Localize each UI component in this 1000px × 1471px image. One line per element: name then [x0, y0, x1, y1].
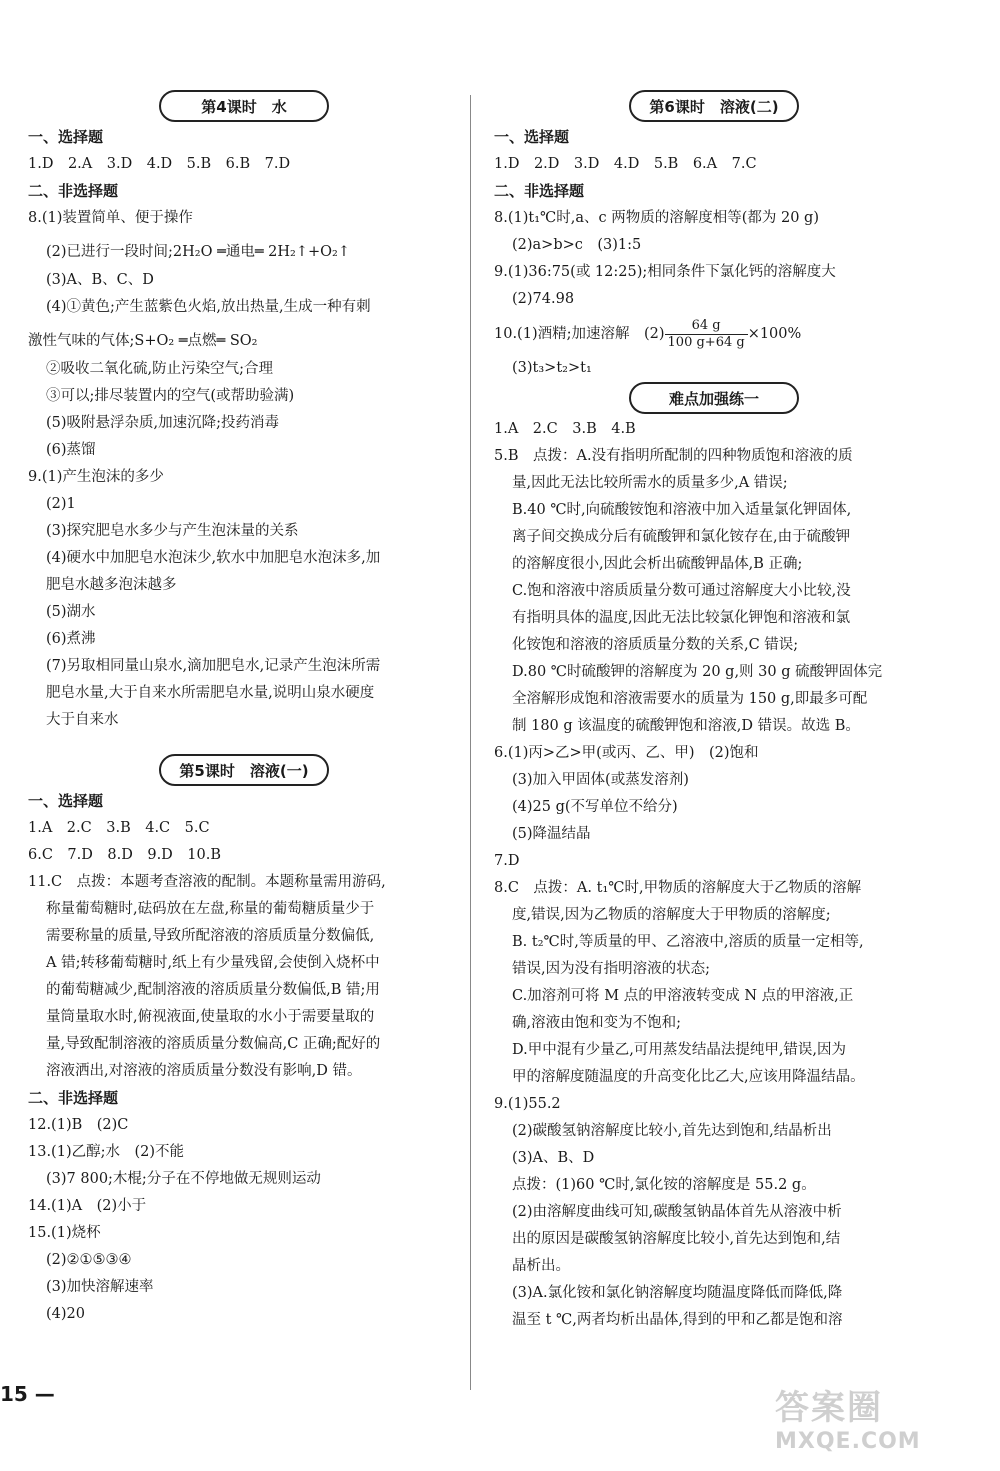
answer-line: 12.(1)B (2)C: [28, 1117, 129, 1133]
answer-line: (6)蒸馏: [46, 442, 96, 458]
answer-line: 肥皂水量,大于自来水所需肥皂水量,说明山泉水硬度: [46, 685, 375, 701]
answer-line: 出的原因是碳酸氢钠溶解度比较小,首先达到饱和,结: [512, 1231, 841, 1247]
lesson-title: 第5课时 溶液(一): [159, 754, 329, 786]
answer-line: (3)A、B、D: [512, 1150, 595, 1166]
lesson-title: 第6课时 溶液(二): [629, 90, 799, 122]
answer-line: ③可以;排尽装置内的空气(或帮助验满): [46, 388, 295, 404]
answer-line: ②吸收二氧化硫,防止污染空气;合理: [46, 361, 273, 377]
answer-line: 量,导致配制溶液的溶质质量分数偏高,C 正确;配好的: [46, 1036, 381, 1052]
answer-line: (5)降温结晶: [512, 826, 591, 842]
answer-line: 确,溶液由饱和变为不饱和;: [512, 1015, 681, 1031]
answer-line: 9.(1)36:75(或 12:25);相同条件下氯化钙的溶解度大: [494, 264, 836, 280]
answer-line: (2)a>b>c (3)1:5: [512, 237, 642, 253]
answer-line: 全溶解形成饱和溶液需要水的质量为 150 g,即最多可配: [512, 691, 868, 707]
fraction-numerator: 64 g: [665, 318, 748, 335]
fraction-denominator: 100 g+64 g: [667, 334, 745, 350]
answer-line: (5)吸附悬浮杂质,加速沉降;投药消毒: [46, 415, 280, 431]
spacer: [28, 734, 460, 754]
answer-line: 肥皂水越多泡沫越多: [46, 577, 177, 593]
answer-line: (2)74.98: [512, 291, 575, 307]
answer-line: (4)25 g(不写单位不给分): [512, 799, 678, 815]
answer-line: 7.D: [494, 853, 520, 869]
answer-line: 错误,因为没有指明溶液的状态;: [512, 961, 710, 977]
answer-line: D.80 ℃时硫酸钾的溶解度为 20 g,则 30 g 硫酸钾固体完: [512, 664, 883, 680]
answer-line: (3)A.氯化铵和氯化钠溶解度均随温度降低而降低,降: [512, 1285, 843, 1301]
section-heading: 二、非选择题: [28, 182, 119, 200]
answer-line: (4)①黄色;产生蓝紫色火焰,放出热量,生成一种有刺: [46, 299, 371, 315]
answer-line: 8.C 点拨：A. t₁℃时,甲物质的溶解度大于乙物质的溶解: [494, 880, 862, 896]
section-heading: 一、选择题: [494, 128, 570, 146]
column-divider: [470, 95, 471, 1390]
answer-line: (4)硬水中加肥皂水泡沫少,软水中加肥皂水泡沫多,加: [46, 550, 381, 566]
section-heading: 二、非选择题: [28, 1089, 119, 1107]
answer-line: 1.A 2.C 3.B 4.B: [494, 421, 636, 437]
answer-line: 量,因此无法比较所需水的质量多少,A 错误;: [512, 475, 788, 491]
answer-line: (2)由溶解度曲线可知,碳酸氢钠晶体首先从溶液中析: [512, 1204, 842, 1220]
answer-line: (3)A、B、C、D: [46, 272, 154, 288]
answer-line: 有指明具体的温度,因此无法比较氯化钾饱和溶液和氯: [512, 610, 851, 626]
answer-line: 15.(1)烧杯: [28, 1225, 101, 1241]
answer-text: 10.(1)酒精;加速溶解 (2): [494, 326, 665, 342]
answer-line: 大于自来水: [46, 712, 119, 728]
answer-line: 甲的溶解度随温度的升高变化比乙大,应该用降温结晶。: [512, 1069, 865, 1085]
answer-line: 11.C 点拨：本题考查溶液的配制。本题称量需用游码,: [28, 874, 386, 890]
answer-line: 1.D 2.D 3.D 4.D 5.B 6.A 7.C: [494, 156, 757, 172]
answer-line: B. t₂℃时,等质量的甲、乙溶液中,溶质的质量一定相等,: [512, 934, 864, 950]
answer-line: (7)另取相同量山泉水,滴加肥皂水,记录产生泡沫所需: [46, 658, 381, 674]
answer-line: 6.(1)丙>乙>甲(或丙、乙、甲) (2)饱和: [494, 745, 759, 761]
answer-line: (2)碳酸氢钠溶解度比较小,首先达到饱和,结晶析出: [512, 1123, 832, 1139]
answer-line: C.加溶剂可将 M 点的甲溶液转变成 N 点的甲溶液,正: [512, 988, 854, 1004]
lesson-title: 第4课时 水: [159, 90, 329, 122]
answer-line: 9.(1)55.2: [494, 1096, 561, 1112]
answer-line: D.甲中混有少量乙,可用蒸发结晶法提纯甲,错误,因为: [512, 1042, 847, 1058]
answer-line: 称量葡萄糖时,砝码放在左盘,称量的葡萄糖质量少于: [46, 901, 375, 917]
answer-line: (2)已进行一段时间;2H₂O ═通电═ 2H₂↑+O₂↑: [46, 244, 351, 260]
answer-line: 化铵饱和溶液的溶质质量分数的关系,C 错误;: [512, 637, 799, 653]
answer-line: (4)20: [46, 1306, 85, 1322]
answer-line: 晶析出。: [512, 1258, 570, 1274]
answer-line: (3)t₃>t₂>t₁: [512, 360, 592, 376]
answer-line: 14.(1)A (2)小于: [28, 1198, 147, 1214]
answer-line: 点拨：(1)60 ℃时,氯化铵的溶解度是 55.2 g。: [512, 1177, 816, 1193]
answer-line: 8.(1)装置简单、便于操作: [28, 210, 193, 226]
section-heading: 一、选择题: [28, 128, 104, 146]
answer-line: 5.B 点拨：A.没有指明所配制的四种物质饱和溶液的质: [494, 448, 853, 464]
answer-line: (2)1: [46, 496, 76, 512]
answer-line: (5)湖水: [46, 604, 96, 620]
answer-line: C.饱和溶液中溶质质量分数可通过溶解度大小比较,没: [512, 583, 851, 599]
answer-text: ×100%: [747, 326, 802, 342]
answer-line: 8.(1)t₁℃时,a、c 两物质的溶解度相等(都为 20 g): [494, 210, 819, 226]
answer-line: (2)②①⑤③④: [46, 1252, 132, 1268]
answer-line: 度,错误,因为乙物质的溶解度大于甲物质的溶解度;: [512, 907, 831, 923]
answer-line: 量筒量取水时,俯视液面,使量取的水小于需要量取的: [46, 1009, 375, 1025]
answer-line: 需要称量的质量,导致所配溶液的溶质质量分数偏低,: [46, 928, 375, 944]
right-column: [494, 90, 934, 1334]
answer-line: (6)煮沸: [46, 631, 96, 647]
answer-line: (3)探究肥皂水多少与产生泡沫量的关系: [46, 523, 299, 539]
fraction: [665, 318, 748, 351]
answer-line: 9.(1)产生泡沫的多少: [28, 469, 164, 485]
answer-line: 温至 t ℃,两者均析出晶体,得到的甲和乙都是饱和溶: [512, 1312, 843, 1328]
answer-line: (3)加快溶解速率: [46, 1279, 154, 1295]
answer-line: 离子间交换成分后有硫酸钾和氯化铵存在,由于硫酸钾: [512, 529, 851, 545]
section-heading: 一、选择题: [28, 792, 104, 810]
answer-line: (3)7 800;木棍;分子在不停地做无规则运动: [46, 1171, 321, 1187]
answer-line-fraction: [494, 313, 934, 355]
answer-line: 6.C 7.D 8.D 9.D 10.B: [28, 847, 222, 863]
answer-line: A 错;转移葡萄糖时,纸上有少量残留,会使倒入烧杯中: [46, 955, 380, 971]
answer-line: B.40 ℃时,向硫酸铵饱和溶液中加入适量氯化钾固体,: [512, 502, 852, 518]
lesson-title: 难点加强练一: [629, 382, 799, 414]
section-heading: 二、非选择题: [494, 182, 585, 200]
page-number: 15 —: [0, 1382, 55, 1406]
answer-line: 1.D 2.A 3.D 4.D 5.B 6.B 7.D: [28, 156, 291, 172]
answer-line: (3)加入甲固体(或蒸发溶剂): [512, 772, 689, 788]
answer-line: 1.A 2.C 3.B 4.C 5.C: [28, 820, 210, 836]
answer-line: 制 180 g 该温度的硫酸钾饱和溶液,D 错误。故选 B。: [512, 718, 860, 734]
answer-line: 激性气味的气体;S+O₂ ═点燃═ SO₂: [28, 333, 258, 349]
answer-line: 的溶解度很小,因此会析出硫酸钾晶体,B 正确;: [512, 556, 803, 572]
left-column: [28, 90, 460, 1328]
answer-line: 溶液洒出,对溶液的溶质质量分数没有影响,D 错。: [46, 1063, 362, 1079]
watermark-logo: 答案圈 MXQE.COM: [775, 1388, 921, 1454]
answer-line: 13.(1)乙醇;水 (2)不能: [28, 1144, 185, 1160]
answer-line: 的葡萄糖减少,配制溶液的溶质质量分数偏低,B 错;用: [46, 982, 380, 998]
